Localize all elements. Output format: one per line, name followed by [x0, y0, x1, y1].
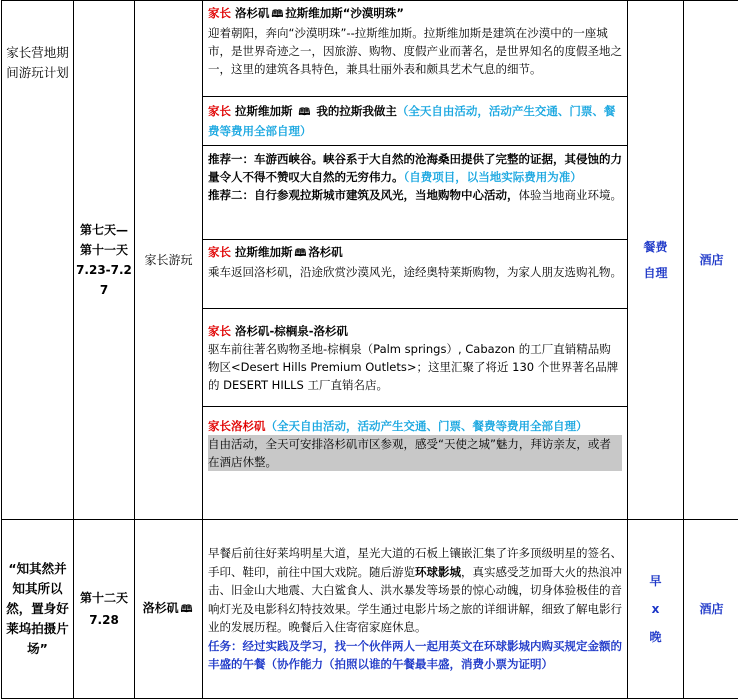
location-text: 洛杉矶	[143, 601, 179, 615]
day-body: ，真实感受芝加哥大火的热浪冲击、旧金山大地震、大白鲨食人、洪水暴发等场景的惊心动魄，切身体验极佳的音响灯光及电影科幻特技效果。学生通过电影片场之旅的详细讲解，细致了解电影行业的发展历程。晚餐后入住寄宿家庭休息。	[208, 565, 622, 635]
section-heading: 洛杉矶-棕榈泉-洛杉矶	[231, 324, 348, 338]
meal-dinner: 晚	[628, 623, 683, 651]
self-pay-note: （自费项目，以当地实际费用为准）	[404, 170, 582, 184]
activity-section	[203, 309, 627, 407]
section-heading-red: 家长	[208, 245, 231, 259]
section-body: 迎着朝阳，奔向“沙漠明珠”--拉斯维加斯。拉斯维加斯是建筑在沙漠中的一座城市，是世界奇迹之一，因旅游、购物、度假产业而著名，是世界知名的度假圣地之一，这里的建筑各具特色，兼具壮丽外表和颇具艺术气息的细节。	[208, 24, 622, 78]
table-row	[2, 1, 738, 520]
day-text: 第七天—第十一天	[74, 220, 134, 260]
section-heading: 拉斯维加斯“沙漠明珠”	[285, 6, 404, 20]
recommendations	[203, 145, 627, 204]
meal-breakfast: 早	[628, 567, 683, 595]
table-row	[2, 520, 738, 699]
section-heading-red: 家长	[208, 6, 231, 20]
location-cell	[135, 1, 203, 520]
self-pay-note: （全天自由活动，活动产生交通、门票、餐费等费用全部自理）	[266, 419, 588, 433]
hotel-cell	[684, 520, 738, 699]
activity-section	[203, 97, 627, 240]
meal-lunch: x	[628, 595, 683, 623]
hotel-cell	[684, 1, 738, 520]
bus-icon: 🕮	[272, 6, 284, 24]
section-heading: 拉斯维加斯	[231, 245, 293, 259]
section-heading-red: 家长洛杉矶	[208, 419, 266, 433]
self-pay-note: （全天自由活动，活动产生交通、门票、餐费等费用全部自理）	[208, 104, 615, 138]
section-heading: 洛杉矶	[231, 6, 270, 20]
activities-cell	[203, 1, 628, 520]
section-body: 乘车返回洛杉矶，沿途欣赏沙漠风光，途经奥特莱斯购物，为家人朋友选购礼物。	[208, 263, 622, 281]
theme-cell	[2, 1, 74, 520]
meal-text: 餐费自理	[628, 234, 683, 286]
section-heading: 洛杉矶	[308, 245, 343, 259]
section-heading-red: 家长	[208, 324, 231, 338]
day-body-highlight: 环球影城	[415, 565, 461, 579]
bus-icon: 🕮	[295, 245, 307, 263]
activity-section	[203, 1, 627, 97]
bus-icon: 🕮	[299, 104, 311, 122]
location-cell	[135, 520, 203, 699]
date-text: 7.28	[74, 609, 134, 631]
section-heading: 我的拉斯我做主	[312, 104, 397, 118]
recommendation-2-detail: 体验当地商业环境。	[519, 188, 623, 202]
section-body: 自由活动，全天可安排洛杉矶市区参观，感受“天使之城”魅力，拜访亲友，或者在酒店休整。	[208, 435, 622, 471]
theme-text: “知其然并知其所以然，置身好莱坞拍摄片场”	[6, 561, 69, 656]
itinerary-table	[1, 0, 738, 699]
date-text: 7.23-7.27	[74, 260, 134, 300]
hotel-text: 酒店	[699, 253, 723, 267]
hotel-text: 酒店	[699, 602, 723, 616]
recommendation-1: 推荐一：车游西峡谷。峡谷系于大自然的沧海桑田提供了完整的证据，其侵蚀的力量令人不得不赞叹大自然的无穷伟力。	[208, 152, 622, 184]
meal-cell	[628, 1, 684, 520]
activity-section	[203, 240, 627, 309]
section-body: 驱车前往著名购物圣地-棕榈泉（Palm springs）, Cabazon 的工厂直销精品购物区<Desert Hills Premium Outlets>；这里汇聚了将近 130 个世界著名品牌的 DESERT HILLS 工厂直销名店。	[208, 340, 622, 394]
activity-section	[203, 407, 627, 477]
location-text: 家长游玩	[144, 253, 192, 267]
day-cell	[74, 520, 135, 699]
day-text: 第十二天	[74, 587, 134, 609]
activities-cell	[203, 520, 628, 699]
day-body: 早餐后前往好莱坞明星大道，星光大道的石板上镶嵌汇集了许多顶级明星的签名、手印、鞋印，前往中国大戏院。随后游览	[208, 546, 622, 579]
day-cell	[74, 1, 135, 520]
recommendation-2: 推荐二：自行参观拉斯城市建筑及风光，当地购物中心活动，	[208, 188, 519, 202]
bus-icon: 🕮	[181, 601, 193, 619]
section-heading: 拉斯维加斯	[231, 104, 297, 118]
section-heading-red: 家长	[208, 104, 231, 118]
theme-text: 家长营地期间游玩计划	[6, 45, 69, 80]
meal-cell	[628, 520, 684, 699]
theme-cell	[2, 520, 74, 699]
task-text: 任务：经过实践及学习，找一个伙伴两人一起用英文在环球影城内购买规定金额的丰盛的午餐（协作能力（拍照以谁的午餐最丰盛，消费小票为证明）	[208, 639, 622, 672]
